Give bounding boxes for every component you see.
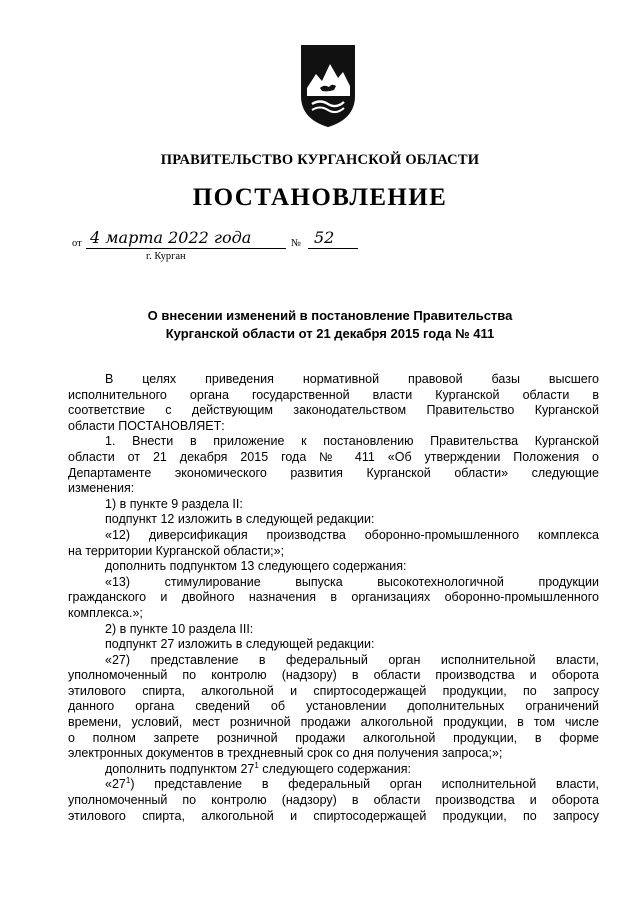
body-line-part: дополнить подпунктом 27 bbox=[105, 761, 255, 776]
subject-line-2: Курганской области от 21 декабря 2015 года № 411 bbox=[165, 326, 495, 341]
body-line: исполнительного органа государственной власти Курганской области в bbox=[68, 387, 599, 402]
handwritten-date: 4 марта 2022 года bbox=[86, 228, 286, 249]
body-line-part: «27 bbox=[105, 777, 126, 792]
body-line: Департаменте экономического развития Курганской области» следующие bbox=[68, 465, 599, 480]
body-line-part: ) представление в федеральный орган исполнительной власти, bbox=[130, 777, 599, 792]
body-line: В целях приведения нормативной правовой базы высшего bbox=[105, 372, 599, 386]
body-line: соответствие с действующим законодательством Правительство Курганской bbox=[68, 403, 599, 418]
body-line: 1. Внести в приложение к постановлению Правительства Курганской bbox=[105, 434, 599, 449]
body-line: области от 21 декабря 2015 года № 411 «Об утверждении Положения о bbox=[68, 449, 599, 464]
body-line bbox=[68, 777, 599, 793]
body-line: данного органа сведений об установлении дополнительных ограничений bbox=[68, 699, 599, 714]
body-line: подпункт 27 изложить в следующей редакции: bbox=[105, 637, 375, 652]
body-line: подпункт 12 изложить в следующей редакции: bbox=[105, 512, 375, 527]
document-subject bbox=[60, 307, 600, 343]
body-line: уполномоченный по контролю (надзору) в области производства и оборота bbox=[68, 793, 599, 808]
body-line-part: следующего содержания: bbox=[258, 761, 411, 776]
body-line: «12) диверсификация производства оборонно-промышленного комплекса bbox=[105, 527, 599, 542]
handwritten-number: 52 bbox=[308, 228, 358, 249]
document-body bbox=[68, 372, 599, 824]
body-line: на территории Курганской области;»; bbox=[68, 543, 285, 558]
date-number-line bbox=[72, 228, 372, 262]
body-line: о полном запрете розничной продажи алкогольной продукции, в форме bbox=[68, 730, 599, 745]
body-line: этилового спирта, алкогольной и спиртосодержащей продукции, по запросу bbox=[68, 683, 599, 698]
date-prefix: от bbox=[72, 238, 82, 249]
body-line: комплекса.»; bbox=[68, 605, 143, 620]
body-line: этилового спирта, алкогольной и спиртосодержащей продукции, по запросу bbox=[68, 808, 599, 823]
body-line: изменения: bbox=[68, 481, 135, 496]
body-line: времени, условий, мест розничной продажи алкогольной продукции, в том числе bbox=[68, 715, 599, 730]
body-line: 1) в пункте 9 раздела II: bbox=[105, 496, 243, 511]
coat-of-arms-emblem bbox=[296, 44, 360, 128]
document-type-title: ПОСТАНОВЛЕНИЕ bbox=[192, 184, 448, 211]
body-line: области ПОСТАНОВЛЯЕТ: bbox=[68, 418, 225, 433]
subject-line-1: О внесении изменений в постановление Правительства bbox=[147, 308, 513, 323]
body-line: гражданского и двойного назначения в организациях оборонно-промышленного bbox=[68, 590, 599, 605]
superscript: 1 bbox=[254, 760, 259, 770]
superscript: 1 bbox=[125, 776, 131, 786]
number-prefix: № bbox=[291, 238, 302, 249]
body-line: «27) представление в федеральный орган исполнительной власти, bbox=[105, 652, 599, 667]
city-label: г. Курган bbox=[146, 251, 186, 262]
body-line: уполномоченный по контролю (надзору) в области производства и оборота bbox=[68, 668, 599, 683]
body-line: 2) в пункте 10 раздела III: bbox=[105, 621, 254, 636]
government-name: ПРАВИТЕЛЬСТВО КУРГАНСКОЙ ОБЛАСТИ bbox=[160, 152, 480, 168]
body-line: «13) стимулирование выпуска высокотехнологичной продукции bbox=[105, 574, 599, 589]
body-line: дополнить подпунктом 13 следующего содержания: bbox=[105, 559, 407, 574]
body-line bbox=[68, 762, 599, 778]
body-line: электронных документов в трехдневный срок со дня получения запроса;»; bbox=[68, 746, 503, 761]
